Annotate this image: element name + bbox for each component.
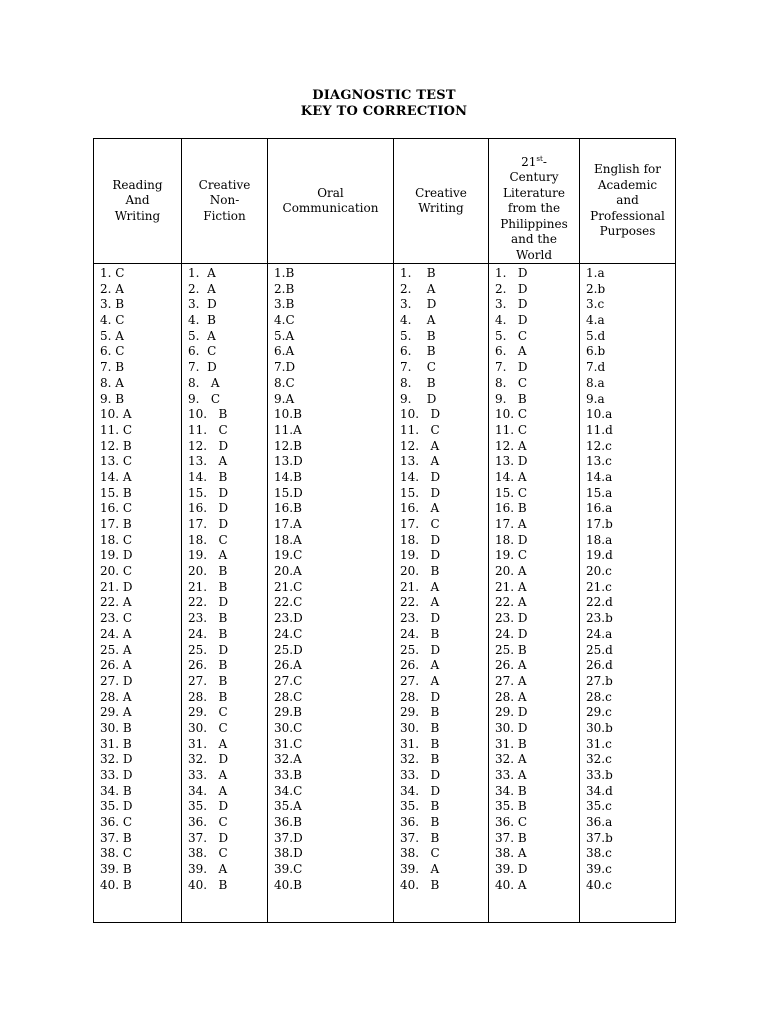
answer-item: 24. A [100,626,132,641]
answer-item: 7. D [495,360,528,375]
answer-item: 34.C [274,783,303,798]
answers-cell [394,264,489,923]
answer-item: 25. D [188,642,229,657]
answer-item: 26.A [274,658,302,673]
answer-item: 39. B [100,862,132,877]
answer-item: 25.D [274,642,303,657]
header-21st-dash: - [542,154,547,169]
answer-item: 19. A [188,548,228,563]
answer-item: 36. C [495,815,528,830]
answer-item: 28.c [586,689,612,704]
answer-item: 36.B [274,815,302,830]
answer-item: 38. C [100,846,133,861]
answer-item: 16.B [274,501,302,516]
answer-item: 14. D [400,469,441,484]
answer-item: 25. A [100,642,132,657]
answer-item: 10.B [274,407,302,422]
answer-item: 8.C [274,375,295,390]
answer-item: 26.d [586,658,613,673]
answer-item: 5.d [586,328,606,343]
answer-item: 17. A [495,517,527,531]
answer-item: 3.c [586,297,605,312]
answer-item: 15. D [188,485,229,500]
answer-item: 40.B [274,877,302,892]
answer-item: 12. A [400,438,440,453]
answer-item: 18. D [495,532,528,547]
answer-item: 17.b [586,517,613,531]
header-english-academic: English for Academic and Professional Purposes [580,139,676,264]
answer-item: 15.a [586,485,613,500]
answer-item: 13.D [274,454,303,469]
answer-item: 36.a [586,815,613,830]
answer-item: 16. C [100,501,133,516]
answer-item: 23. D [495,611,528,626]
answer-item: 32.c [586,752,612,767]
answer-item: 40. B [400,877,440,892]
answer-item: 39.c [586,862,612,877]
answer-item: 18.A [274,532,302,547]
answer-item: 23.b [586,611,613,626]
answer-item: 27.b [586,673,613,688]
answer-item: 23.D [274,611,303,626]
answer-item: 18.a [586,532,613,547]
answer-item: 33. D [100,768,133,782]
answer-item: 22. D [188,595,229,610]
answer-item: 13. A [400,454,440,469]
answer-item: 16. B [495,501,527,516]
answer-item: 5. A [188,328,216,343]
answer-item: 19.d [586,548,613,563]
answer-item: 37. B [495,830,527,845]
answer-item: 11. C [100,422,133,437]
answer-item: 35. D [188,799,229,814]
answer-item: 29. C [188,705,228,720]
answer-list-creative-non-fiction [182,266,267,894]
answer-item: 4. D [495,313,528,328]
answer-list-english-academic [580,266,675,894]
header-21st-sup: st [536,154,543,163]
answer-item: 13. D [495,454,528,469]
answer-item: 6.b [586,344,606,359]
answer-item: 9. B [495,391,527,406]
answer-item: 26. A [100,658,132,673]
answer-item: 4.C [274,313,295,328]
answer-item: 32. B [400,752,440,767]
answer-item: 33. A [188,768,228,782]
answer-item: 40.c [586,877,612,892]
answer-item: 14.a [586,469,613,484]
answer-item: 27. A [495,673,527,688]
answer-item: 21. D [100,579,133,594]
answer-item: 35.c [586,799,612,814]
answer-item: 12. D [188,438,229,453]
answers-cell [580,264,676,923]
answer-item: 32. D [188,752,229,767]
answer-item: 25.d [586,642,613,657]
answer-item: 20.c [586,564,612,579]
answer-item: 27.C [274,673,303,688]
answer-item: 26. A [400,658,440,673]
answer-item: 20.A [274,564,302,579]
answer-item: 21.c [586,579,612,594]
answer-item: 17. C [400,517,440,531]
answer-item: 1.a [586,266,605,280]
answer-item: 1. A [188,266,216,280]
answer-item: 9. B [100,391,125,406]
answer-item: 8. C [495,375,528,390]
answer-item: 14. A [495,469,527,484]
answer-item: 32. D [100,752,133,767]
answer-item: 17.A [274,517,302,531]
answer-item: 2. A [188,281,216,296]
answer-item: 11.d [586,422,613,437]
answer-item: 31. B [495,736,527,751]
answer-item: 7.d [586,360,606,375]
answer-item: 8. A [188,375,220,390]
answer-item: 18. C [100,532,133,547]
table-answers-row [94,264,676,923]
header-creative-writing: Creative Writing [394,139,489,264]
answer-item: 9.a [586,391,605,406]
answer-item: 12. B [100,438,132,453]
document-title: DIAGNOSTIC TEST [312,88,456,103]
answer-item: 32. A [495,752,527,767]
answer-item: 6.A [274,344,295,359]
answer-item: 29.B [274,705,302,720]
answers-cell [182,264,268,923]
answer-item: 29. A [100,705,132,720]
answer-item: 10. B [188,407,228,422]
answer-item: 5. A [100,328,124,343]
answer-item: 39. D [495,862,528,877]
answer-item: 22. A [495,595,527,610]
answer-item: 14. A [100,469,132,484]
answer-item: 3. D [495,297,528,312]
header-21st-rest: Century Literature from the Philippines and the World [500,170,568,262]
answer-list-21st-century-literature [489,266,579,894]
answer-item: 3. B [100,297,125,312]
answer-item: 20. B [188,564,228,579]
answers-cell [94,264,182,923]
answer-item: 20. A [495,564,527,579]
answer-item: 11. C [400,422,440,437]
answer-item: 2.b [586,281,606,296]
answer-item: 22. A [400,595,440,610]
answer-item: 33.B [274,768,302,782]
answer-list-reading-and-writing [94,266,181,894]
answer-item: 24.a [586,626,613,641]
answer-item: 19.C [274,548,303,563]
answer-item: 38. A [495,846,527,861]
answer-list-creative-writing [394,266,488,894]
answer-item: 28. A [495,689,527,704]
answer-item: 35. D [100,799,133,814]
answer-item: 31. B [400,736,440,751]
answer-item: 33. A [495,768,527,782]
answer-item: 35.A [274,799,302,814]
answer-item: 7. D [188,360,217,375]
answer-item: 10. D [400,407,441,422]
answer-item: 11. C [188,422,228,437]
answer-list-oral-communication [268,266,393,894]
answer-item: 29. B [400,705,440,720]
answer-item: 19. D [100,548,133,563]
answer-item: 23. B [188,611,228,626]
answer-item: 17. B [100,517,132,531]
answer-item: 2.B [274,281,295,296]
answer-item: 23. D [400,611,441,626]
answer-item: 20. C [100,564,133,579]
answer-key-table [93,138,676,923]
answer-item: 13. A [188,454,228,469]
document-subtitle: KEY TO CORRECTION [300,104,468,119]
answer-item: 15. D [400,485,441,500]
answer-item: 19. D [400,548,441,563]
answer-item: 5.A [274,328,295,343]
answer-item: 37.D [274,830,303,845]
answer-item: 34. A [188,783,228,798]
answer-item: 9.A [274,391,295,406]
answer-item: 27. D [100,673,133,688]
answer-item: 38. C [188,846,228,861]
answer-item: 7. C [400,360,436,375]
answer-item: 13. C [100,454,133,469]
answer-item: 30. B [400,720,440,735]
answer-item: 32.A [274,752,302,767]
answer-item: 5. B [400,328,436,343]
answer-item: 25. B [495,642,527,657]
answer-item: 34. B [100,783,132,798]
answer-item: 19. C [495,548,528,563]
answer-item: 14. B [188,469,228,484]
answer-item: 24. B [188,626,228,641]
answer-item: 36. B [400,815,440,830]
answers-cell [489,264,580,923]
answer-item: 21. A [400,579,440,594]
answer-item: 38.D [274,846,303,861]
answer-item: 16.a [586,501,613,516]
header-21st-base: 21 [521,154,537,169]
answer-item: 30. D [495,720,528,735]
answer-item: 12. A [495,438,527,453]
answer-item: 9. C [188,391,221,406]
answer-item: 34. B [495,783,527,798]
answer-item: 18. D [400,532,441,547]
header-oral-communication: Oral Communication [268,139,394,264]
answer-item: 25. D [400,642,441,657]
answer-item: 24. D [495,626,528,641]
answer-item: 3. D [188,297,217,312]
answer-item: 36. C [100,815,133,830]
answer-item: 15.D [274,485,303,500]
answer-item: 12.c [586,438,612,453]
answer-item: 29. D [495,705,528,720]
answer-item: 20. B [400,564,440,579]
answer-item: 24.C [274,626,303,641]
answer-item: 40. B [100,877,132,892]
answer-item: 4. A [400,313,436,328]
answer-item: 37. B [400,830,440,845]
answer-item: 29.c [586,705,612,720]
answer-item: 27. A [400,673,440,688]
answer-item: 38.c [586,846,612,861]
answer-item: 28.C [274,689,303,704]
table-header-row [94,139,676,264]
answer-item: 17. D [188,517,229,531]
answer-item: 30.b [586,720,613,735]
answer-item: 3.B [274,297,295,312]
answer-item: 30. C [188,720,228,735]
answer-item: 12.B [274,438,302,453]
header-21st-century-literature [489,139,580,264]
answer-item: 6. A [495,344,527,359]
answer-item: 8. B [400,375,436,390]
answer-item: 30.C [274,720,303,735]
answer-item: 39.C [274,862,303,877]
answer-item: 2. A [100,281,124,296]
answer-item: 31. B [100,736,132,751]
answer-item: 10. C [495,407,528,422]
answer-item: 21. A [495,579,527,594]
answer-item: 18. C [188,532,228,547]
answer-item: 31. A [188,736,228,751]
answer-item: 31.C [274,736,303,751]
answer-item: 34.d [586,783,613,798]
answer-item: 7.D [274,360,296,375]
answer-item: 14.B [274,469,302,484]
answer-item: 30. B [100,720,132,735]
answer-item: 22.d [586,595,613,610]
answer-item: 26. B [188,658,228,673]
answers-cell [268,264,394,923]
answer-item: 4.a [586,313,605,328]
answer-item: 7. B [100,360,125,375]
answer-item: 22. A [100,595,132,610]
answer-item: 21.C [274,579,303,594]
answer-item: 1. D [495,266,528,280]
answer-item: 37.b [586,830,613,845]
answer-item: 24. B [400,626,440,641]
answer-item: 33.b [586,768,613,782]
answer-item: 22.C [274,595,303,610]
answer-item: 37. B [100,830,132,845]
answer-item: 33. D [400,768,441,782]
answer-item: 39. A [400,862,440,877]
answer-item: 39. A [188,862,228,877]
answer-item: 10.a [586,407,613,422]
answer-item: 16. A [400,501,440,516]
answer-item: 28. B [188,689,228,704]
answer-item: 31.c [586,736,612,751]
answer-item: 4. B [188,313,216,328]
answer-item: 1. B [400,266,436,280]
header-creative-non-fiction: Creative Non- Fiction [182,139,268,264]
answer-item: 36. C [188,815,228,830]
answer-item: 2. D [495,281,528,296]
answer-item: 15. B [100,485,132,500]
answer-item: 10. A [100,407,132,422]
answer-item: 6. B [400,344,436,359]
answer-item: 15. C [495,485,528,500]
answer-item: 9. D [400,391,437,406]
answer-item: 34. D [400,783,441,798]
header-reading-and-writing: Reading And Writing [94,139,182,264]
answer-item: 4. C [100,313,125,328]
answer-item: 40. A [495,877,527,892]
answer-item: 13.c [586,454,612,469]
answer-item: 16. D [188,501,229,516]
answer-item: 21. B [188,579,228,594]
answer-item: 8.a [586,375,605,390]
answer-item: 26. A [495,658,527,673]
answer-item: 11.A [274,422,302,437]
answer-item: 8. A [100,375,124,390]
answer-item: 28. A [100,689,132,704]
answer-item: 2. A [400,281,436,296]
answer-item: 11. C [495,422,528,437]
answer-item: 5. C [495,328,528,343]
answer-item: 1.B [274,266,295,280]
answer-item: 1. C [100,266,125,280]
answer-item: 37. D [188,830,229,845]
answer-item: 28. D [400,689,441,704]
answer-item: 40. B [188,877,228,892]
answer-item: 27. B [188,673,228,688]
answer-item: 6. C [100,344,125,359]
answer-item: 6. C [188,344,217,359]
answer-item: 23. C [100,611,133,626]
answer-item: 35. B [400,799,440,814]
answer-item: 38. C [400,846,440,861]
answer-item: 3. D [400,297,437,312]
answer-item: 35. B [495,799,527,814]
